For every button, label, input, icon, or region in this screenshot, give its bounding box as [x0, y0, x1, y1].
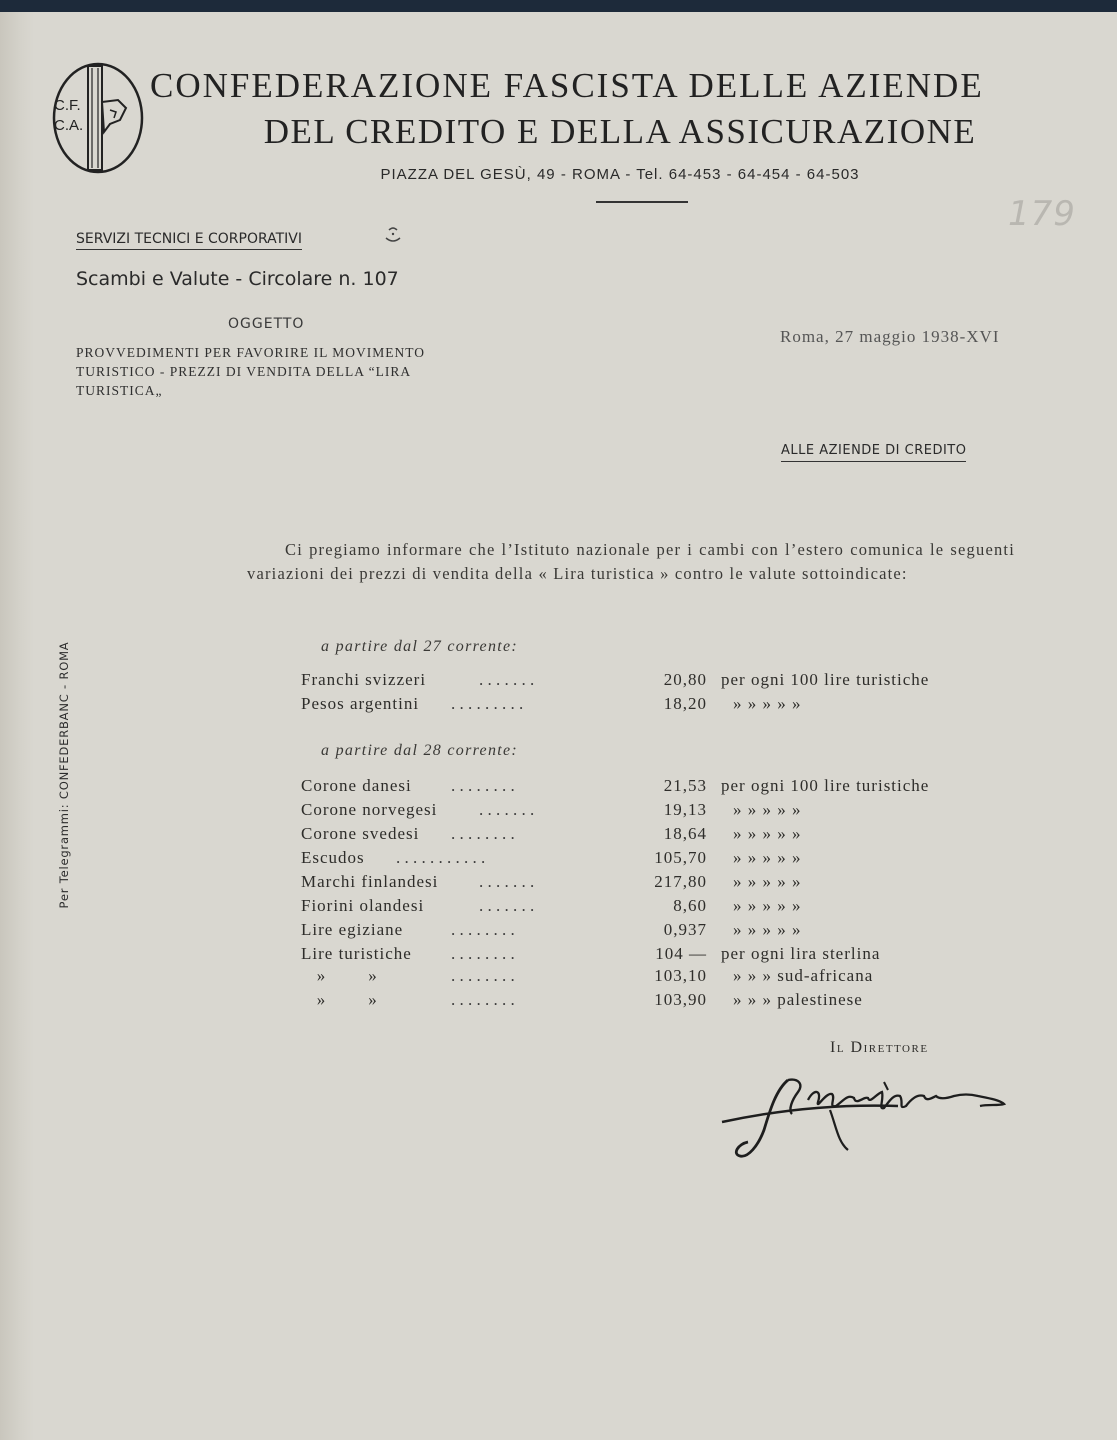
rate-row — [301, 776, 1001, 800]
leader-dots: . . . . . . . . — [451, 966, 515, 985]
currency-name: » » — [301, 990, 378, 1009]
leader-dots: . . . . . . . — [479, 800, 535, 819]
rate-unit: » » » palestinese — [733, 990, 863, 1009]
recipient-line: ALLE AZIENDE DI CREDITO — [781, 443, 966, 462]
period-heading-1: a partire dal 27 corrente: — [321, 638, 519, 655]
subject-text: PROVVEDIMENTI PER FAVORIRE IL MOVIMENTO TURISTICO - PREZZI DI VENDITA DELLA “LIRA TURISTICA„ — [76, 345, 426, 398]
rate-unit: » » » » » — [733, 848, 802, 867]
rate-row — [301, 670, 1001, 694]
rate-value: 103,10 — [654, 966, 707, 985]
leader-dots: . . . . . . . . — [451, 944, 515, 963]
currency-name: Franchi svizzeri — [301, 670, 427, 689]
side-telegram-note — [50, 641, 80, 909]
currency-name: Corone svedesi — [301, 824, 420, 843]
leader-dots: . . . . . . . . — [451, 776, 515, 795]
leader-dots: . . . . . . . . . . . — [396, 848, 486, 867]
letter-date: Roma, 27 maggio 1938-XVI — [780, 327, 1000, 346]
rate-row — [301, 800, 1001, 824]
leader-dots: . . . . . . . . — [451, 990, 515, 1009]
rate-value: 18,64 — [663, 824, 707, 843]
rate-unit: » » » » » — [733, 896, 802, 915]
rate-value: 0,937 — [663, 920, 707, 939]
rate-row — [301, 944, 1001, 968]
paper-sheet — [0, 12, 1117, 1440]
rate-row — [301, 990, 1001, 1014]
paper-binding-edge — [0, 12, 34, 1440]
signature-mark — [718, 1070, 1008, 1170]
leader-dots: . . . . . . . . — [451, 920, 515, 939]
rate-value: 217,80 — [654, 872, 707, 891]
rate-value: 18,20 — [663, 694, 707, 713]
rate-unit: » » » » » — [733, 920, 802, 939]
rate-value: 104 — — [655, 944, 707, 963]
rate-row — [301, 966, 1001, 990]
rate-value: 19,13 — [663, 800, 707, 819]
currency-name: » » — [301, 966, 378, 985]
services-heading: SERVIZI TECNICI E CORPORATIVI — [76, 231, 302, 250]
rate-unit: » » » » » — [733, 824, 802, 843]
leader-dots: . . . . . . . — [479, 670, 535, 689]
header-address: PIAZZA DEL GESÙ, 49 - ROMA - Tel. 64-453 - 64-454 - 64-503 — [380, 166, 860, 183]
rate-row — [301, 872, 1001, 896]
rate-unit: per ogni lira sterlina — [721, 944, 881, 963]
logo-monogram-bottom: C.A. — [54, 117, 84, 134]
period-heading-2: a partire dal 28 corrente: — [321, 742, 519, 759]
header-rule — [596, 201, 688, 203]
handwritten-number: 179 — [1008, 194, 1076, 234]
rate-row — [301, 694, 1001, 718]
rate-value: 103,90 — [654, 990, 707, 1009]
signature-title: Il Direttore — [830, 1039, 929, 1056]
circular-number: Scambi e Valute - Circolare n. 107 — [76, 268, 399, 290]
rate-value: 105,70 — [654, 848, 707, 867]
leader-dots: . . . . . . . . — [451, 824, 515, 843]
rate-row — [301, 824, 1001, 848]
currency-name: Pesos argentini — [301, 694, 420, 713]
confederation-logo — [52, 62, 144, 174]
logo-monogram-top: C.F. — [54, 97, 81, 114]
rate-row — [301, 848, 1001, 872]
currency-name: Fiorini olandesi — [301, 896, 425, 915]
currency-name: Corone danesi — [301, 776, 412, 795]
rate-unit: » » » sud-africana — [733, 966, 874, 985]
rate-value: 21,53 — [663, 776, 707, 795]
leader-dots: . . . . . . . . . — [451, 694, 524, 713]
header-title-line1: CONFEDERAZIONE FASCISTA DELLE AZIENDE — [150, 66, 984, 105]
currency-name: Marchi finlandesi — [301, 872, 439, 891]
currency-name: Lire turistiche — [301, 944, 412, 963]
rate-value: 8,60 — [673, 896, 707, 915]
rate-row — [301, 920, 1001, 944]
currency-name: Escudos — [301, 848, 365, 867]
header-title-line2: DEL CREDITO E DELLA ASSICURAZIONE — [263, 112, 977, 151]
rate-unit: per ogni 100 lire turistiche — [721, 670, 930, 689]
currency-name: Corone norvegesi — [301, 800, 438, 819]
leader-dots: . . . . . . . — [479, 872, 535, 891]
leader-dots: . . . . . . . — [479, 896, 535, 915]
ornament-icon — [383, 226, 403, 244]
currency-name: Lire egiziane — [301, 920, 404, 939]
rate-value: 20,80 — [663, 670, 707, 689]
rate-unit: » » » » » — [733, 694, 802, 713]
rate-unit: per ogni 100 lire turistiche — [721, 776, 930, 795]
rate-unit: » » » » » — [733, 872, 802, 891]
rate-row — [301, 896, 1001, 920]
rate-unit: » » » » » — [733, 800, 802, 819]
body-paragraph: Ci pregiamo informare che l’Istituto nazionale per i cambi con l’estero comunica le seguenti variazioni dei prezzi di vendita della « Lira turistica » contro le valute sottoindicate: — [247, 540, 1015, 583]
subject-label: OGGETTO — [228, 316, 305, 332]
side-telegram-text: Per Telegrammi: CONFEDERBANC - ROMA — [57, 641, 71, 909]
